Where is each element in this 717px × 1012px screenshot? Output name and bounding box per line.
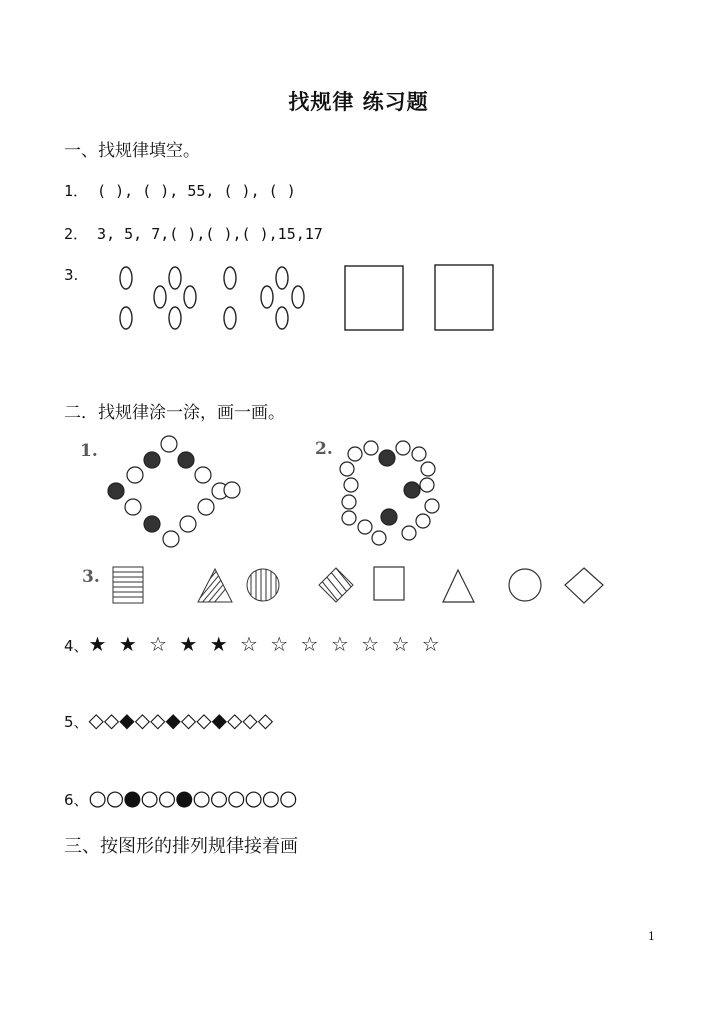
oval — [120, 267, 132, 289]
ring-circle — [348, 447, 362, 461]
oval — [184, 286, 196, 308]
circle-ring-figure-2 — [315, 432, 465, 552]
ring-circle — [340, 462, 354, 476]
striped-square — [113, 567, 143, 603]
striped-circle — [247, 567, 279, 604]
oval — [169, 267, 181, 289]
oval-pattern-figure — [110, 260, 530, 340]
empty-triangle — [443, 570, 474, 602]
ring-circle — [358, 520, 372, 534]
question-1: 1． ( ), ( ), 55, ( ), ( ) — [64, 182, 296, 200]
section3-heading: 三、按图形的排列规律接着画 — [64, 836, 298, 857]
ring-circle — [224, 482, 240, 498]
section2-heading: 二．找规律涂一涂，画一画。 — [64, 403, 285, 423]
empty-square — [345, 266, 403, 330]
ring-circle — [381, 509, 397, 525]
ring-circle — [379, 450, 395, 466]
circle-sequence: ○○●○○●○○○○○○ — [88, 786, 297, 810]
question-3-label: 3. — [64, 266, 79, 284]
oval — [261, 286, 273, 308]
ring-circle — [180, 516, 196, 532]
striped-triangle — [178, 562, 248, 610]
ring-circle — [144, 452, 160, 468]
ring-circle — [372, 531, 386, 545]
ring-circle — [125, 499, 141, 515]
ring-circle — [198, 499, 214, 515]
empty-circle — [509, 569, 541, 601]
ring-circle — [344, 478, 358, 492]
ring-circle — [404, 482, 420, 498]
star-sequence: ★ ★ ☆ ★ ★ ☆ ☆ ☆ ☆ ☆ ☆ ☆ — [88, 632, 443, 656]
striped-diamond — [311, 562, 357, 610]
oval — [224, 307, 236, 329]
oval — [276, 307, 288, 329]
oval — [120, 307, 132, 329]
row-4 — [64, 632, 443, 656]
figure-3-label: 3. — [82, 567, 100, 587]
question-2: 2． 3, 5, 7,( ),( ),( ),15,17 — [64, 225, 323, 243]
ring-circle — [127, 467, 143, 483]
ring-circle — [412, 447, 426, 461]
ring-circle — [425, 499, 439, 513]
ring-circle — [195, 467, 211, 483]
ring-circle — [342, 495, 356, 509]
empty-diamond — [565, 568, 603, 603]
ring-circle — [364, 441, 378, 455]
oval — [276, 267, 288, 289]
oval — [224, 267, 236, 289]
shape-sequence-figure — [80, 562, 620, 612]
oval — [292, 286, 304, 308]
row-5 — [64, 708, 273, 732]
oval — [169, 307, 181, 329]
ring-circle — [161, 436, 177, 452]
ring-circle — [402, 526, 416, 540]
ring-circle — [108, 483, 124, 499]
ring-circle — [421, 462, 435, 476]
empty-square — [435, 265, 493, 330]
figure-2-label: 2. — [315, 439, 333, 459]
empty-square — [374, 567, 404, 600]
page-number: 1 — [648, 930, 655, 943]
ring-circle — [420, 478, 434, 492]
diamond-sequence: ◇◇◆◇◇◆◇◇◆◇◇◇ — [88, 708, 274, 732]
ring-circle — [178, 452, 194, 468]
ring-circle — [342, 511, 356, 525]
ring-circle — [396, 441, 410, 455]
row-5-label: 5、 — [64, 713, 89, 731]
ring-circle — [163, 531, 179, 547]
section1-heading: 一、找规律填空。 — [64, 141, 200, 161]
circle-ring-figure-1 — [80, 432, 260, 552]
oval — [154, 286, 166, 308]
row-4-label: 4、 — [64, 637, 89, 655]
ring-circle — [144, 516, 160, 532]
row-6 — [64, 786, 296, 810]
figure-1-label: 1. — [80, 441, 98, 461]
ring-circle — [416, 514, 430, 528]
row-6-label: 6、 — [64, 791, 89, 809]
page-title: 找规律 练习题 — [288, 90, 429, 114]
